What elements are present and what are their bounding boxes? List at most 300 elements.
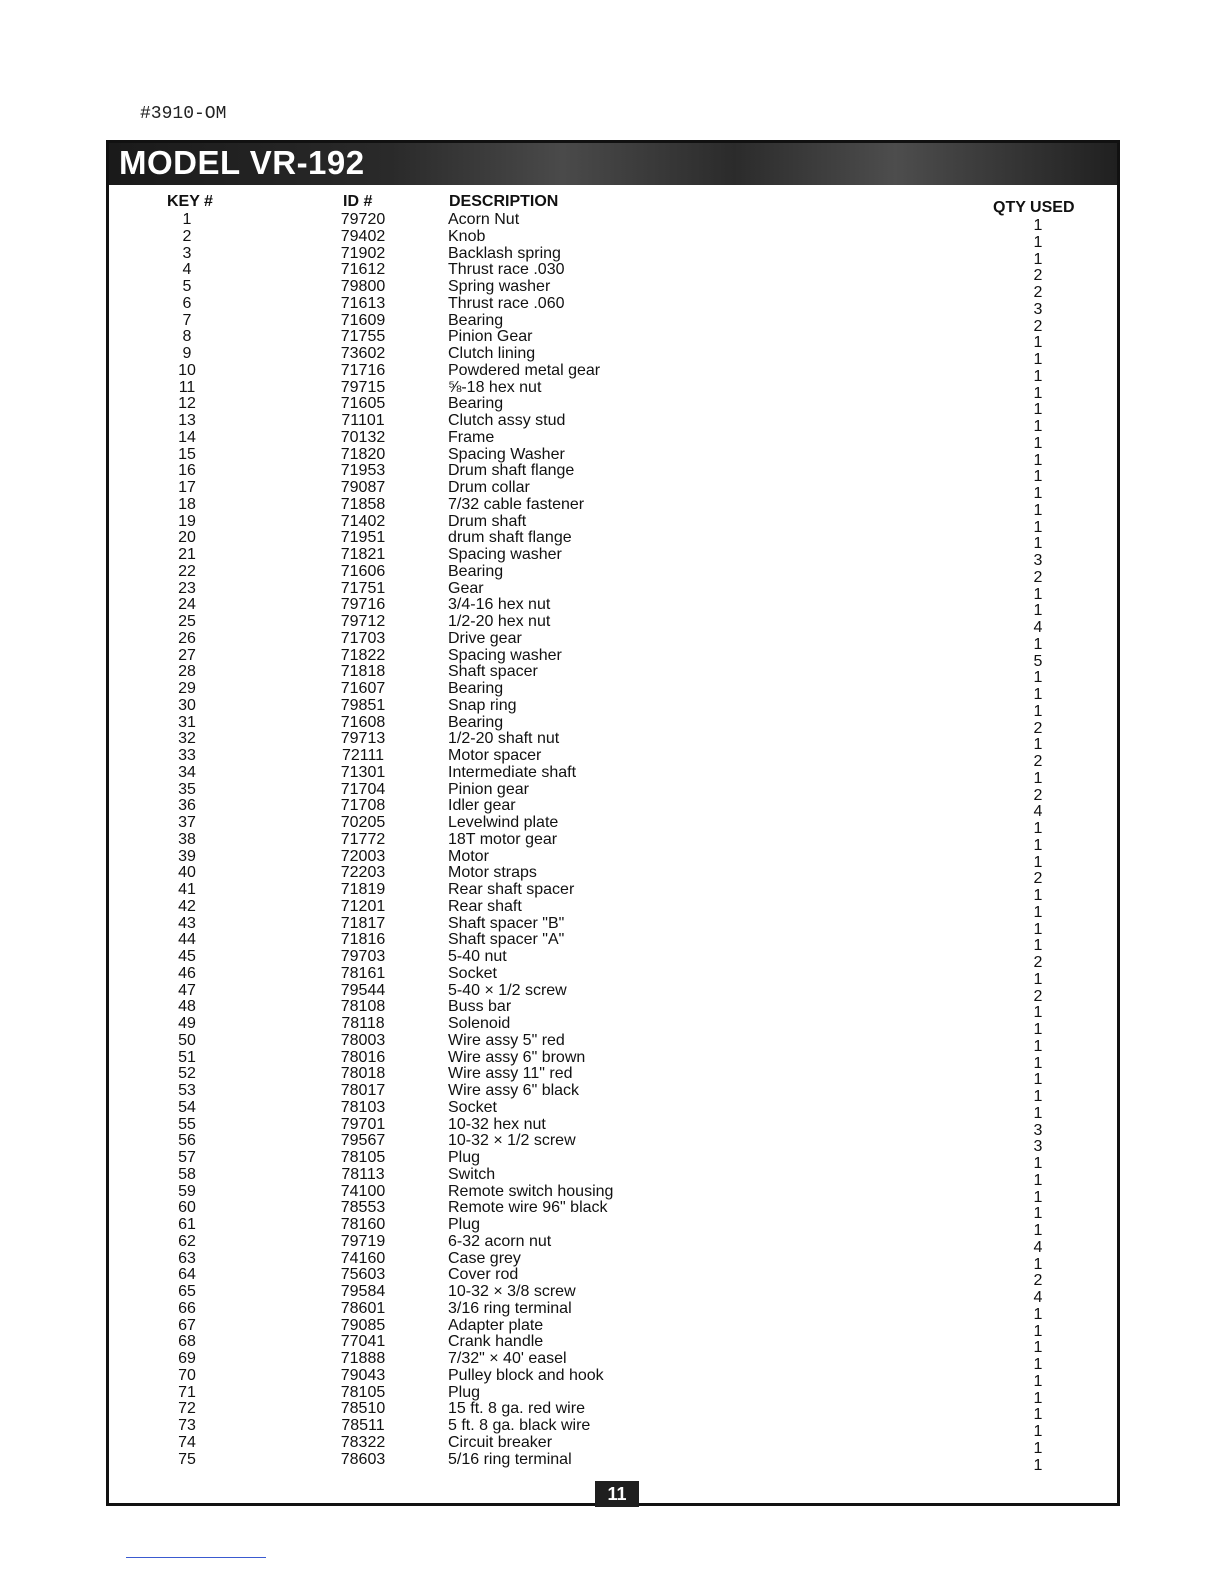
table-row [109, 864, 1117, 888]
qty-cell: 1 [1033, 1423, 1043, 1440]
qty-cell: 1 [1033, 233, 1043, 251]
description-cell: Spring washer [448, 278, 551, 295]
qty-cell: 1 [1033, 1088, 1043, 1105]
description-cell: Spacing washer [448, 546, 562, 563]
table-row [109, 244, 1117, 268]
description-cell: Wire assy 5" red [448, 1031, 565, 1049]
table-row [109, 311, 1117, 335]
qty-cell: 1 [1033, 434, 1043, 452]
id-cell: 71858 [340, 495, 386, 513]
qty-cell: 1 [1033, 686, 1043, 703]
description-cell: Knob [448, 227, 486, 245]
description-cell: Remote wire 96" black [448, 1199, 608, 1217]
qty-cell: 2 [1033, 987, 1043, 1005]
qty-cell: 1 [1033, 501, 1043, 519]
id-cell: 79712 [340, 613, 386, 630]
key-cell: 1 [182, 211, 192, 228]
key-cell: 17 [178, 479, 196, 496]
description-cell: Drum shaft flange [448, 462, 575, 480]
qty-cell: 1 [1033, 535, 1043, 553]
table-row [109, 998, 1117, 1022]
table-row [109, 1065, 1117, 1089]
table-row [109, 395, 1117, 419]
key-cell: 48 [178, 998, 196, 1016]
description-cell: Motor straps [448, 864, 537, 882]
table-row [109, 278, 1117, 301]
table-row [109, 814, 1117, 837]
table-row [109, 1048, 1117, 1072]
key-cell: 8 [182, 328, 192, 346]
id-cell: 71822 [340, 646, 386, 664]
id-cell: 79085 [340, 1316, 386, 1334]
table-row [109, 1417, 1117, 1440]
table-row [109, 1199, 1117, 1223]
qty-cell: 2 [1033, 568, 1043, 586]
table-row [109, 948, 1117, 971]
qty-cell: 1 [1033, 635, 1043, 653]
table-row [109, 696, 1117, 720]
qty-cell: 1 [1033, 1406, 1043, 1424]
id-cell: 71953 [340, 462, 386, 480]
description-cell: Powdered metal gear [448, 361, 601, 379]
id-cell: 77041 [340, 1333, 386, 1351]
qty-cell: 1 [1033, 1322, 1043, 1340]
qty-cell: 1 [1033, 1188, 1043, 1206]
id-cell: 79851 [340, 696, 386, 714]
key-cell: 70 [178, 1366, 196, 1384]
id-cell: 74100 [340, 1182, 386, 1200]
table-row [109, 1266, 1117, 1290]
qty-cell: 1 [1033, 1004, 1043, 1022]
table-row [109, 227, 1117, 251]
description-cell: Rear shaft spacer [448, 881, 575, 898]
id-cell: 79713 [340, 730, 386, 748]
id-cell: 71609 [340, 311, 386, 329]
id-cell: 71817 [340, 914, 386, 932]
key-cell: 64 [178, 1266, 196, 1284]
id-cell: 71708 [340, 797, 386, 815]
description-cell: 7/32" × 40' easel [448, 1350, 567, 1367]
description-cell: Motor spacer [448, 747, 542, 764]
key-cell: 43 [178, 914, 196, 932]
description-cell: Pinion gear [448, 780, 529, 798]
table-row [109, 512, 1117, 536]
qty-cell: 1 [1033, 702, 1043, 720]
id-cell: 71821 [340, 546, 386, 563]
id-cell: 71716 [340, 361, 386, 379]
key-cell: 4 [182, 261, 192, 279]
table-row [109, 1299, 1117, 1323]
description-cell: 3/4-16 hex nut [448, 596, 551, 614]
qty-cell: 3 [1033, 300, 1043, 318]
description-cell: Snap ring [448, 696, 517, 714]
table-row [109, 629, 1117, 653]
id-cell: 78160 [340, 1216, 386, 1233]
key-cell: 55 [178, 1115, 196, 1133]
key-cell: 19 [178, 512, 196, 530]
key-cell: 57 [178, 1149, 196, 1166]
key-cell: 52 [178, 1065, 196, 1083]
table-row [109, 780, 1117, 804]
qty-cell: 1 [1033, 518, 1043, 536]
parts-table [109, 211, 1117, 1474]
key-cell: 75 [178, 1450, 196, 1468]
qty-cell: 1 [1033, 920, 1043, 938]
qty-cell: 1 [1033, 367, 1043, 385]
qty-cell: 1 [1033, 250, 1043, 268]
table-row [109, 1333, 1117, 1357]
qty-cell: 1 [1033, 468, 1043, 486]
key-cell: 26 [178, 629, 196, 647]
id-cell: 71607 [340, 680, 386, 697]
description-cell: Thrust race .060 [448, 294, 565, 312]
qty-cell: 1 [1033, 1255, 1043, 1273]
qty-cell: 1 [1033, 937, 1043, 955]
table-row [109, 1031, 1117, 1055]
table-row [109, 830, 1117, 854]
id-cell: 71606 [340, 562, 386, 580]
description-cell: Backlash spring [448, 244, 561, 262]
qty-cell: 3 [1033, 552, 1043, 569]
table-row [109, 596, 1117, 620]
table-row [109, 495, 1117, 519]
qty-cell: 4 [1033, 803, 1043, 821]
table-row [109, 914, 1117, 938]
description-cell: Motor [448, 847, 489, 865]
id-cell: 71605 [340, 395, 386, 413]
qty-cell: 1 [1033, 1054, 1043, 1072]
qty-cell: 1 [1033, 1356, 1043, 1373]
qty-cell: 1 [1033, 1155, 1043, 1172]
key-cell: 50 [178, 1031, 196, 1049]
key-cell: 63 [178, 1249, 196, 1267]
table-row [109, 847, 1117, 871]
key-cell: 44 [178, 931, 196, 949]
table-row [109, 663, 1117, 687]
qty-cell: 1 [1033, 351, 1043, 368]
parts-list-frame [106, 140, 1120, 1506]
qty-cell: 2 [1033, 753, 1043, 770]
description-cell: 1/2-20 hex nut [448, 613, 551, 630]
key-cell: 23 [178, 579, 196, 597]
id-cell: 79043 [340, 1366, 386, 1384]
description-cell: Drive gear [448, 629, 522, 647]
description-cell: 5/16 ring terminal [448, 1450, 572, 1468]
key-cell: 32 [178, 730, 196, 748]
description-cell: Socket [448, 964, 497, 982]
key-cell: 22 [178, 562, 196, 580]
qty-cell: 1 [1033, 1071, 1043, 1089]
description-cell: Circuit breaker [448, 1433, 553, 1451]
table-row [109, 1350, 1117, 1373]
description-cell: Wire assy 11" red [448, 1065, 573, 1083]
qty-cell: 1 [1033, 1372, 1043, 1390]
description-cell: 10-32 × 3/8 screw [448, 1283, 576, 1300]
key-cell: 66 [178, 1299, 196, 1317]
table-row [109, 529, 1117, 553]
table-row [109, 1283, 1117, 1306]
id-cell: 79087 [340, 479, 386, 496]
qty-cell: 4 [1033, 1238, 1043, 1256]
qty-cell: 1 [1033, 1389, 1043, 1407]
description-cell: Switch [448, 1165, 496, 1183]
qty-cell: 1 [1033, 970, 1043, 988]
description-cell: Wire assy 6" brown [448, 1048, 586, 1066]
id-cell: 78161 [340, 964, 386, 982]
id-cell: 78016 [340, 1048, 386, 1066]
table-row [109, 412, 1117, 435]
description-cell: Buss bar [448, 998, 512, 1016]
key-cell: 25 [178, 613, 196, 630]
key-cell: 6 [182, 294, 192, 312]
table-row [109, 378, 1117, 402]
table-row [109, 462, 1117, 486]
description-cell: Rear shaft [448, 897, 522, 915]
description-cell: 5-40 nut [448, 948, 507, 965]
qty-cell: 2 [1033, 870, 1043, 888]
description-cell: Clutch lining [448, 345, 536, 362]
id-cell: 71612 [340, 261, 386, 279]
description-cell: Bearing [448, 395, 504, 413]
id-cell: 71819 [340, 881, 386, 898]
id-cell: 78118 [341, 1015, 385, 1032]
qty-cell: 1 [1033, 903, 1043, 921]
description-cell: Bearing [448, 713, 504, 731]
table-row [109, 445, 1117, 469]
key-cell: 14 [178, 428, 196, 446]
description-cell: Pinion Gear [448, 328, 533, 346]
key-cell: 5 [182, 278, 192, 295]
key-cell: 21 [178, 546, 196, 563]
id-cell: 70205 [340, 814, 386, 831]
id-cell: 71101 [341, 412, 385, 429]
key-cell: 59 [178, 1182, 196, 1200]
qty-cell: 2 [1033, 1272, 1043, 1290]
description-cell: Cover rod [448, 1266, 519, 1284]
id-cell: 78322 [340, 1433, 386, 1451]
key-cell: 61 [178, 1216, 196, 1233]
description-cell: 15 ft. 8 ga. red wire [448, 1400, 585, 1418]
description-cell: Plug [448, 1216, 481, 1233]
qty-cell: 1 [1033, 485, 1043, 502]
description-cell: Spacing washer [448, 646, 562, 664]
id-cell: 79800 [340, 278, 386, 295]
key-cell: 11 [178, 378, 196, 396]
id-cell: 71888 [340, 1350, 386, 1367]
description-cell: 3/16 ring terminal [448, 1299, 572, 1317]
model-title: MODEL VR-192 [119, 144, 365, 181]
key-cell: 54 [178, 1098, 196, 1116]
id-cell: 71751 [340, 579, 386, 597]
description-cell: Intermediate shaft [448, 763, 577, 781]
qty-cell: 1 [1033, 418, 1043, 435]
id-cell: 70132 [340, 428, 386, 446]
document-code: #3910-OM [140, 104, 227, 124]
table-row [109, 294, 1117, 318]
id-cell: 71818 [340, 663, 386, 681]
description-cell: Adapter plate [448, 1316, 544, 1334]
key-cell: 30 [178, 696, 196, 714]
key-cell: 42 [178, 897, 196, 915]
id-cell: 71613 [340, 294, 386, 312]
qty-cell: 2 [1033, 954, 1043, 971]
description-cell: Spacing Washer [448, 445, 565, 463]
description-cell: 6-32 acorn nut [448, 1232, 552, 1250]
description-cell: Crank handle [448, 1333, 544, 1351]
id-cell: 79567 [340, 1132, 386, 1150]
key-cell: 58 [178, 1165, 196, 1183]
key-cell: 40 [178, 864, 196, 882]
qty-cell: 1 [1033, 820, 1043, 837]
table-row [109, 1450, 1117, 1474]
key-cell: 56 [178, 1132, 196, 1150]
key-cell: 39 [178, 847, 196, 865]
key-cell: 33 [178, 747, 196, 764]
id-cell: 71608 [340, 713, 386, 731]
qty-cell: 2 [1033, 786, 1043, 804]
key-cell: 36 [178, 797, 196, 815]
qty-cell: 1 [1033, 887, 1043, 904]
key-cell: 29 [178, 680, 196, 697]
description-cell: Plug [448, 1149, 481, 1166]
table-row [109, 579, 1117, 603]
qty-column-header: QTY USED [993, 199, 1075, 216]
footer-rule [126, 1557, 266, 1558]
description-cell: Thrust race .030 [448, 261, 565, 279]
key-cell: 47 [178, 981, 196, 999]
qty-cell: 2 [1033, 719, 1043, 737]
key-cell: 2 [182, 227, 192, 245]
table-row [109, 1182, 1117, 1206]
key-cell: 27 [178, 646, 196, 664]
id-cell: 79716 [340, 596, 386, 614]
table-row [109, 345, 1117, 368]
description-cell: Acorn Nut [448, 211, 520, 228]
key-cell: 35 [178, 780, 196, 798]
description-cell: 10-32 hex nut [448, 1115, 546, 1133]
description-cell: ⅝-18 hex nut [448, 378, 542, 396]
qty-cell: 1 [1033, 602, 1043, 620]
table-row [109, 261, 1117, 285]
table-row [109, 797, 1117, 821]
description-cell: Shaft spacer "B" [448, 914, 565, 932]
id-cell: 79701 [340, 1115, 386, 1133]
table-row [109, 428, 1117, 452]
key-cell: 53 [178, 1082, 196, 1099]
key-cell: 71 [178, 1383, 196, 1401]
qty-cell: 1 [1033, 334, 1043, 352]
table-row [109, 931, 1117, 955]
key-cell: 37 [178, 814, 196, 831]
qty-cell: 1 [1033, 384, 1043, 402]
id-cell: 78017 [340, 1082, 386, 1099]
id-cell: 79703 [340, 948, 386, 965]
qty-cell: 1 [1033, 1205, 1043, 1223]
id-cell: 71201 [340, 897, 386, 915]
id-cell: 71951 [340, 529, 386, 547]
qty-cell: 1 [1033, 217, 1043, 234]
key-column-header: KEY # [167, 193, 213, 210]
table-row [109, 1216, 1117, 1239]
qty-cell: 1 [1033, 1222, 1043, 1239]
id-cell: 71301 [340, 763, 386, 781]
key-cell: 24 [178, 596, 196, 614]
id-cell: 75603 [340, 1266, 386, 1284]
description-cell: Bearing [448, 680, 504, 697]
table-row [109, 613, 1117, 636]
description-cell: Levelwind plate [448, 814, 559, 831]
key-cell: 13 [178, 412, 196, 429]
key-cell: 62 [178, 1232, 196, 1250]
id-cell: 71772 [340, 830, 386, 848]
qty-cell: 4 [1033, 619, 1043, 636]
qty-cell: 2 [1033, 267, 1043, 285]
title-banner [109, 143, 1117, 185]
qty-cell: 1 [1033, 1104, 1043, 1122]
qty-cell: 3 [1033, 1138, 1043, 1156]
table-row [109, 562, 1117, 586]
table-row [109, 1098, 1117, 1122]
description-cell: Drum shaft [448, 512, 527, 530]
id-cell: 78018 [340, 1065, 386, 1083]
qty-cell: 2 [1033, 284, 1043, 301]
id-cell: 71820 [340, 445, 386, 463]
id-cell: 78113 [341, 1165, 385, 1183]
table-row [109, 646, 1117, 670]
description-cell: 10-32 × 1/2 screw [448, 1132, 576, 1150]
key-cell: 45 [178, 948, 196, 965]
key-cell: 74 [178, 1433, 196, 1451]
key-cell: 46 [178, 964, 196, 982]
id-cell: 78511 [341, 1417, 385, 1434]
key-cell: 73 [178, 1417, 196, 1434]
id-cell: 78601 [340, 1299, 386, 1317]
key-cell: 16 [178, 462, 196, 480]
key-cell: 28 [178, 663, 196, 681]
table-row [109, 1082, 1117, 1105]
table-row [109, 479, 1117, 502]
id-cell: 79584 [340, 1283, 386, 1300]
id-cell: 71402 [340, 512, 386, 530]
description-cell: Plug [448, 1383, 481, 1401]
key-cell: 31 [178, 713, 196, 731]
id-cell: 79719 [340, 1232, 386, 1250]
table-row [109, 1433, 1117, 1457]
qty-cell: 1 [1033, 1339, 1043, 1357]
id-cell: 73602 [340, 345, 386, 362]
qty-cell: 1 [1033, 1171, 1043, 1189]
id-cell: 78105 [340, 1383, 386, 1401]
key-cell: 20 [178, 529, 196, 547]
table-row [109, 328, 1117, 352]
key-cell: 49 [178, 1015, 196, 1032]
table-row [109, 211, 1117, 234]
key-cell: 41 [178, 881, 196, 898]
key-cell: 3 [182, 244, 192, 262]
id-cell: 78510 [340, 1400, 386, 1418]
key-cell: 67 [178, 1316, 196, 1334]
description-cell: Pulley block and hook [448, 1366, 604, 1384]
description-cell: Case grey [448, 1249, 521, 1267]
description-cell: 1/2-20 shaft nut [448, 730, 560, 748]
page-number: 11 [595, 1481, 639, 1507]
id-cell: 79720 [340, 211, 386, 228]
description-cell: drum shaft flange [448, 529, 572, 547]
id-cell: 71755 [340, 328, 386, 346]
table-row [109, 546, 1117, 569]
description-cell: Socket [448, 1098, 497, 1116]
table-row [109, 1249, 1117, 1273]
